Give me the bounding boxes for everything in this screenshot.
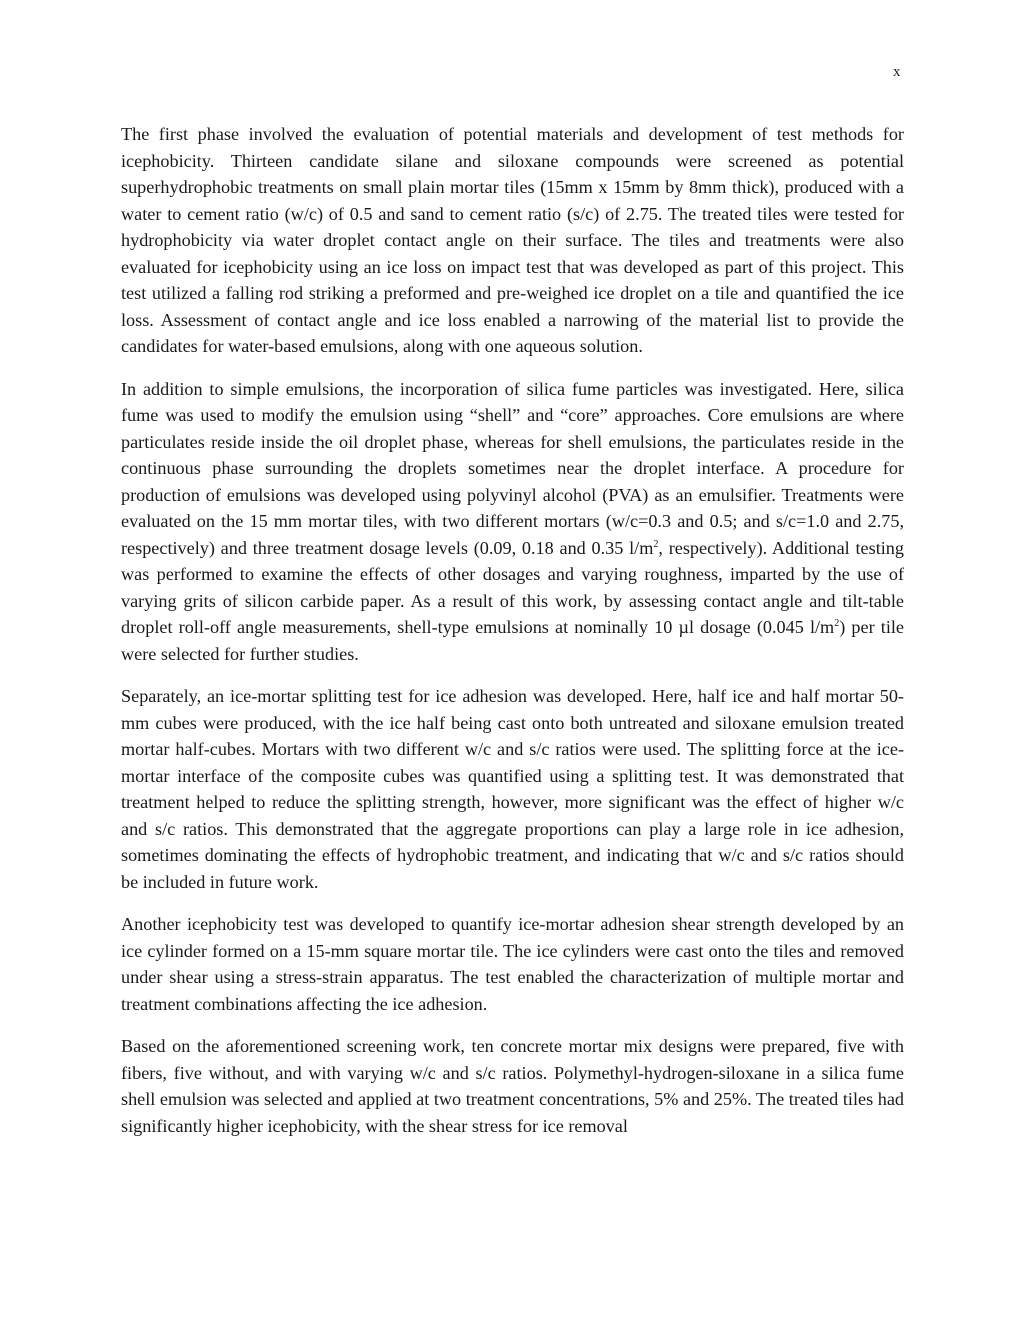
body-text bbox=[121, 121, 904, 1155]
paragraph-splitting-test: Separately, an ice-mortar splitting test for ice adhesion was developed. Here, half ice and half mortar 50-mm cubes were produced, with the ice half being cast onto both untreated and siloxane emulsion treated mortar half-cubes. Mortars with two different w/c and s/c ratios were used. The splitting force at the ice-mortar interface of the composite cubes was quantified using a splitting test. It was demonstrated that treatment helped to reduce the splitting strength, however, more significant was the effect of higher w/c and s/c ratios. This demonstrated that the aggregate proportions can play a large role in ice adhesion, sometimes dominating the effects of hydrophobic treatment, and indicating that w/c and s/c ratios should be included in future work. bbox=[121, 686, 904, 892]
paragraph-mix-designs: Based on the aforementioned screening work, ten concrete mortar mix designs were prepared, five with fibers, five without, and with varying w/c and s/c ratios. Polymethyl-hydrogen-siloxane in a silica fume shell emulsion was selected and applied at two treatment concentrations, 5% and 25%. The treated tiles had significantly higher icephobicity, with the shear stress for ice removal bbox=[121, 1036, 904, 1136]
superscript-2: 2 bbox=[653, 538, 659, 550]
superscript-2: 2 bbox=[834, 617, 840, 629]
page-number: x bbox=[893, 64, 901, 80]
paragraph-first-phase: The first phase involved the evaluation of potential materials and development of test methods for icephobicity. Thirteen candidate silane and siloxane compounds were screened as potential superhydrophobic treatments on small plain mortar tiles (15mm x 15mm by 8mm thick), produced with a water to cement ratio (w/c) of 0.5 and sand to cement ratio (s/c) of 2.75. The treated tiles were tested for hydrophobicity via water droplet contact angle on their surface. The tiles and treatments were also evaluated for icephobicity using an ice loss on impact test that was developed as part of this project. This test utilized a falling rod striking a preformed and pre-weighed ice droplet on a tile and quantified the ice loss. Assessment of contact angle and ice loss enabled a narrowing of the material list to provide the candidates for water-based emulsions, along with one aqueous solution. bbox=[121, 124, 904, 356]
paragraph-silica-fume-emulsions bbox=[121, 376, 904, 668]
paragraph-text-segment: , respectively). Additional testing was performed to examine the effects of other dosages and varying roughness, imparted by the use of varying grits of silicon carbide paper. As a result of this work, by assessing contact angle and tilt-table droplet roll-off angle measurements, shell-type emulsions at nominally 10 µl dosage (0.045 l/m bbox=[121, 537, 904, 637]
paragraph-shear-strength-test: Another icephobicity test was developed to quantify ice-mortar adhesion shear strength developed by an ice cylinder formed on a 15-mm square mortar tile. The ice cylinders were cast onto the tiles and removed under shear using a stress-strain apparatus. The test enabled the characterization of multiple mortar and treatment combinations affecting the ice adhesion. bbox=[121, 914, 904, 1014]
paragraph-text-segment: In addition to simple emulsions, the incorporation of silica fume particles was investigated. Here, silica fume was used to modify the emulsion using “shell” and “core” approaches. Core emulsions are where particulates reside inside the oil droplet phase, whereas for shell emulsions, the particulates reside in the continuous phase surrounding the droplets sometimes near the droplet interface. A procedure for production of emulsions was developed using polyvinyl alcohol (PVA) as an emulsifier. Treatments were evaluated on the 15 mm mortar tiles, with two different mortars (w/c=0.3 and 0.5; and s/c=1.0 and 2.75, respectively) and three treatment dosage levels (0.09, 0.18 and 0.35 l/m bbox=[121, 378, 904, 558]
paragraph-text-segment: ) per tile were selected for further studies. bbox=[121, 617, 904, 664]
